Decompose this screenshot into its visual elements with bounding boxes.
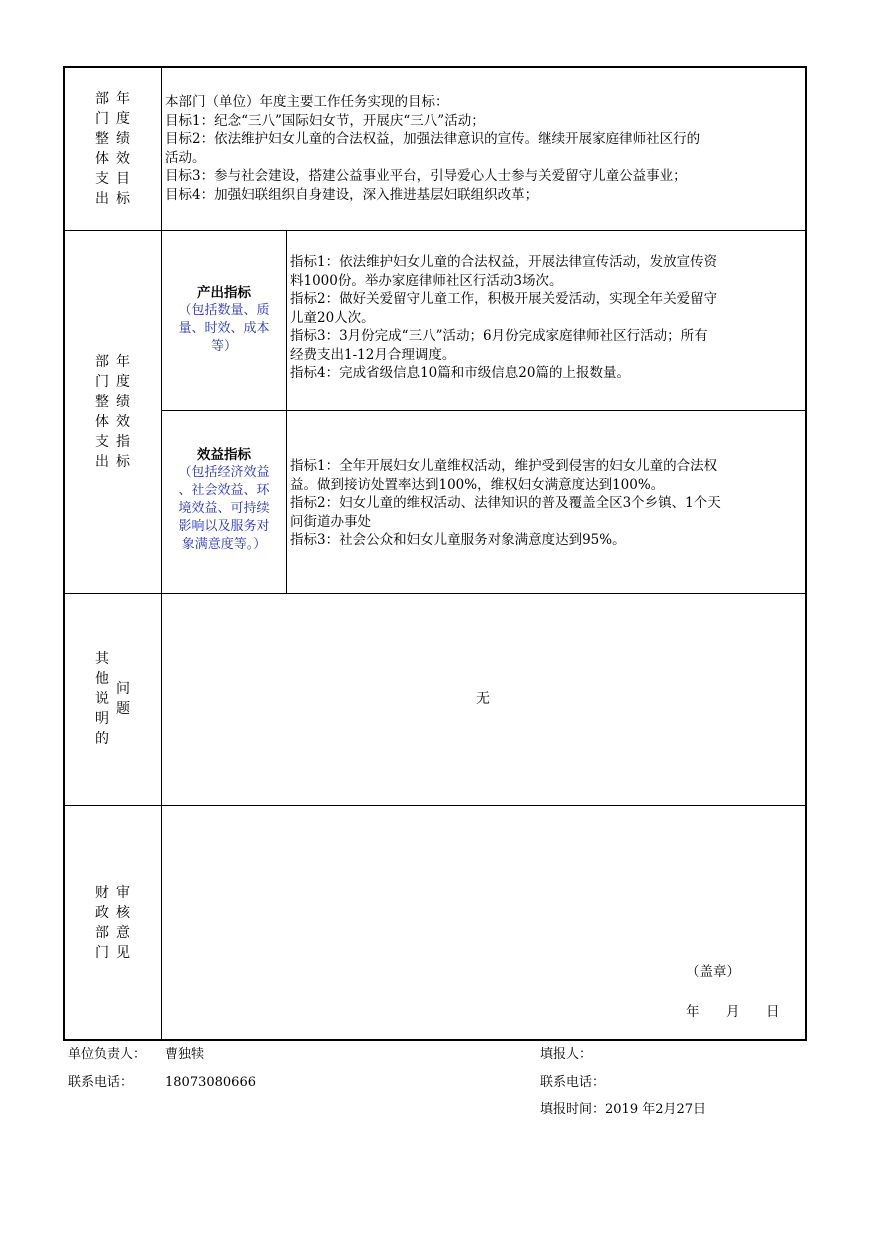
finance-section-label <box>64 805 161 1040</box>
benefit-indicator-line: 指标1：全年开展妇女儿童维权活动，维护受到侵害的妇女儿童的合法权 <box>290 458 718 474</box>
other-content: 无 <box>476 691 490 707</box>
section-label-char: 部 <box>95 353 109 370</box>
section-label-char: 目 <box>116 170 130 187</box>
benefit-subtitle-line: 象满意度等。） <box>181 537 267 552</box>
output-indicator-category <box>162 284 286 356</box>
unit-head-value: 曹独犊 <box>165 1047 205 1062</box>
section-label-char: 出 <box>95 190 109 207</box>
section-label-char: 支 <box>95 433 109 450</box>
fill-date: 填报时间：2019 年2月27日 <box>540 1102 707 1117</box>
section-label-char: 标 <box>116 453 130 470</box>
contact-phone-label: 联系电话： <box>68 1075 134 1090</box>
goal-line: 活动。 <box>165 149 206 166</box>
goal-line: 目标4：加强妇联组织自身建设，深入推进基层妇联组织改革； <box>165 186 539 203</box>
filler-label: 填报人： <box>540 1047 593 1062</box>
section-label-char: 出 <box>95 453 109 470</box>
output-indicator-line: 指标1：依法维护妇女儿童的合法权益，开展法律宣传活动，发放宣传资 <box>290 254 718 270</box>
benefit-subtitle-line: 影响以及服务对 <box>178 519 270 534</box>
section-label-char: 年 <box>116 353 130 370</box>
section-label-char: 政 <box>95 904 109 921</box>
benefit-subtitle-line: （包括经济效益 <box>178 465 270 480</box>
seal-note: （盖章） <box>686 964 740 980</box>
goals-content <box>165 93 803 204</box>
section-label-char: 年 <box>116 90 130 107</box>
benefit-subtitle-line: 、社会效益、环 <box>178 483 270 498</box>
indicator-category-divider <box>286 230 287 593</box>
goal-line: 目标2：依法维护妇女儿童的合法权益，加强法律意识的宣传。继续开展家庭律师社区行的 <box>165 131 701 147</box>
output-indicator-line: 料1000份。举办家庭律师社区行活动3场次。 <box>290 272 563 289</box>
benefit-subtitle-line: 境效益、可持续 <box>178 501 270 516</box>
output-indicator-line: 儿童20人次。 <box>290 309 375 326</box>
row-divider-indicators-inner <box>161 410 806 411</box>
section-label-char: 说 <box>95 691 109 707</box>
benefit-indicator-title: 效益指标 <box>197 447 251 463</box>
output-subtitle-line: 量、时效、成本 <box>178 321 270 336</box>
benefit-indicator-content <box>290 457 802 550</box>
section-label-char: 门 <box>95 944 109 961</box>
section-label-char: 整 <box>95 130 109 147</box>
section-label-char: 度 <box>116 373 130 390</box>
section-label-char: 指 <box>116 433 130 450</box>
row-divider-other <box>64 805 806 806</box>
section-label-char: 度 <box>116 110 130 127</box>
benefit-indicator-line: 益。做到接访处置率达到100%，维权妇女满意度达到100%。 <box>290 476 665 493</box>
output-subtitle-line: 等） <box>210 339 237 354</box>
section-label-char: 支 <box>95 170 109 187</box>
unit-head-label: 单位负责人： <box>68 1047 147 1062</box>
section-label-char: 标 <box>116 190 130 207</box>
section-label-char: 绩 <box>116 130 130 147</box>
date-month: 月 <box>726 1004 740 1020</box>
section-label-char: 门 <box>95 373 109 390</box>
section-label-char: 问 <box>116 681 130 697</box>
output-indicator-subtitle <box>162 302 286 356</box>
section-label-char: 见 <box>116 944 130 961</box>
output-indicator-line: 指标4：完成省级信息10篇和市级信息20篇的上报数量。 <box>290 365 630 381</box>
section-label-char: 其 <box>95 651 109 667</box>
section-label-char: 部 <box>95 90 109 107</box>
indicators-section-label <box>64 230 161 593</box>
date-year: 年 <box>686 1004 700 1020</box>
other-section-label <box>64 593 161 805</box>
output-indicator-title: 产出指标 <box>197 285 251 301</box>
output-indicator-line: 指标2：做好关爱留守儿童工作，积极开展关爱活动，实现全年关爱留守 <box>290 291 718 307</box>
goals-section-label <box>64 67 161 230</box>
goal-line: 本部门（单位）年度主要工作任务实现的目标： <box>165 94 449 110</box>
section-label-char: 意 <box>116 924 130 941</box>
section-label-char: 核 <box>116 904 130 921</box>
section-label-char: 效 <box>116 413 130 430</box>
goal-line: 目标1：纪念“三八”国际妇女节，开展庆“三八”活动； <box>165 112 485 129</box>
section-label-char: 他 <box>95 671 109 687</box>
filler-phone-label: 联系电话： <box>540 1075 606 1090</box>
section-label-char: 题 <box>116 701 130 717</box>
row-divider-goals <box>64 230 806 231</box>
benefit-indicator-subtitle <box>162 464 286 554</box>
section-label-char: 体 <box>95 150 109 167</box>
output-indicator-line: 指标3：3月份完成“三八”活动；6月份完成家庭律师社区行活动；所有 <box>290 328 708 344</box>
section-label-char: 效 <box>116 150 130 167</box>
section-label-char: 的 <box>95 731 109 747</box>
goal-line: 目标3：参与社会建设，搭建公益事业平台，引导爱心人士参与关爱留守儿童公益事业； <box>165 168 687 184</box>
output-indicator-content <box>290 253 802 383</box>
output-indicator-line: 经费支出1-12月合理调度。 <box>290 346 456 363</box>
row-divider-indicators <box>64 593 806 594</box>
benefit-indicator-line: 问街道办事处 <box>290 513 371 530</box>
section-label-char: 审 <box>116 884 130 901</box>
section-label-char: 明 <box>95 711 109 727</box>
date-day: 日 <box>766 1004 780 1020</box>
section-label-char: 门 <box>95 110 109 127</box>
benefit-indicator-line: 指标2：妇女儿童的维权活动、法律知识的普及覆盖全区3个乡镇、1个天 <box>290 495 721 511</box>
contact-phone-value: 18073080666 <box>165 1075 256 1090</box>
section-label-char: 体 <box>95 413 109 430</box>
benefit-indicator-line: 指标3：社会公众和妇女儿童服务对象满意度达到95%。 <box>290 532 626 548</box>
output-subtitle-line: （包括数量、质 <box>178 303 270 318</box>
section-label-char: 整 <box>95 393 109 410</box>
benefit-indicator-category <box>162 446 286 554</box>
section-label-char: 财 <box>95 884 109 901</box>
section-label-char: 绩 <box>116 393 130 410</box>
section-label-char: 部 <box>95 924 109 941</box>
